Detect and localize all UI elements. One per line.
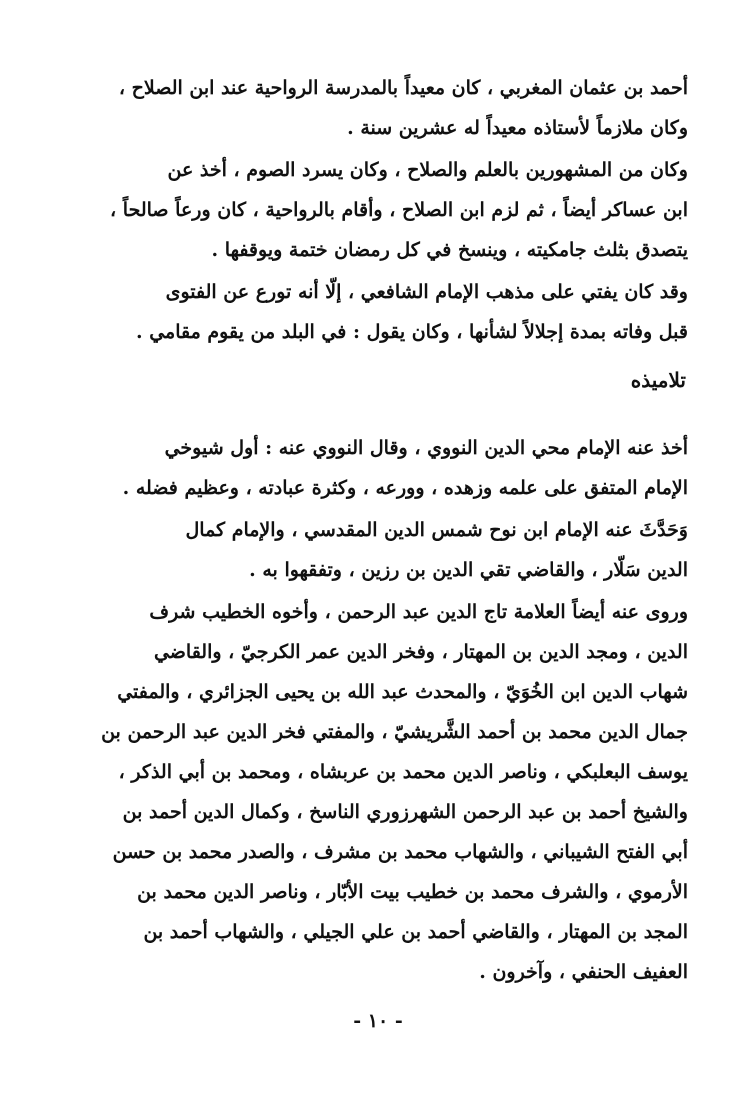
paragraph-line: جمال الدين محمد بن أحمد الشَّريشيّ ، والمفتي فخر الدين عبد الرحمن بن (101, 721, 688, 743)
paragraph-line: الدين سَلّار ، والقاضي تقي الدين بن رزين ، وتفقهوا به . (249, 559, 688, 581)
paragraph-6 (70, 592, 688, 992)
paragraph-line: والشيخ أحمد بن عبد الرحمن الشهرزوري الناسخ ، وكمال الدين أحمد بن (122, 801, 688, 823)
section-heading: تلاميذه (630, 368, 686, 392)
page-number: - ١٠ - (353, 1010, 403, 1032)
paragraph-line: يتصدق بثلث جامكيته ، وينسخ في كل رمضان ختمة ويوقفها . (211, 239, 688, 261)
paragraph-1 (70, 68, 688, 148)
paragraph-line: الأرموي ، والشرف محمد بن خطيب بيت الأبّار ، وناصر الدين محمد بن (137, 881, 688, 903)
paragraph-line: وروى عنه أيضاً العلامة تاج الدين عبد الرحمن ، وأخوه الخطيب شرف (149, 601, 688, 623)
paragraph-line: قبل وفاته بمدة إجلالاً لشأنها ، وكان يقول : في البلد من يقوم مقامي . (135, 321, 688, 343)
paragraph-2 (70, 150, 688, 270)
paragraph-line: وكان ملازماً لأستاذه معيداً له عشرين سنة . (347, 117, 688, 139)
paragraph-line: يوسف البعلبكي ، وناصر الدين محمد بن عربشاه ، ومحمد بن أبي الذكر ، (118, 761, 688, 783)
paragraph-line: ابن عساكر أيضاً ، ثم لزم ابن الصلاح ، وأقام بالرواحية ، كان ورعاً صالحاً ، (110, 199, 688, 221)
paragraph-line: وكان من المشهورين بالعلم والصلاح ، وكان يسرد الصوم ، أخذ عن (167, 159, 688, 181)
paragraph-line: العفيف الحنفي ، وآخرون . (479, 961, 688, 983)
paragraph-line: أبي الفتح الشيباني ، والشهاب محمد بن مشرف ، والصدر محمد بن حسن (112, 841, 688, 863)
paragraph-line: الدين ، ومجد الدين بن المهتار ، وفخر الدين عمر الكرجيّ ، والقاضي (153, 641, 688, 663)
paragraph-line: أخذ عنه الإمام محي الدين النووي ، وقال النووي عنه : أول شيوخي (164, 437, 688, 459)
paragraph-5 (70, 510, 688, 590)
paragraph-line: المجد بن المهتار ، والقاضي أحمد بن علي الجيلي ، والشهاب أحمد بن (143, 921, 688, 943)
paragraph-line: وَحَدَّثَ عنه الإمام ابن نوح شمس الدين المقدسي ، والإمام كمال (185, 519, 688, 541)
paragraph-4 (70, 428, 688, 508)
paragraph-line: أحمد بن عثمان المغربي ، كان معيداً بالمدرسة الرواحية عند ابن الصلاح ، (118, 77, 688, 99)
paragraph-line: شهاب الدين ابن الخُوَيّ ، والمحدث عبد الله بن يحيى الجزائري ، والمفتي (117, 681, 688, 703)
paragraph-line: الإمام المتفق على علمه وزهده ، وورعه ، وكثرة عبادته ، وعظيم فضله . (122, 477, 688, 499)
paragraph-3 (70, 272, 688, 352)
paragraph-line: وقد كان يفتي على مذهب الإمام الشافعي ، إلّا أنه تورع عن الفتوى (165, 281, 688, 303)
